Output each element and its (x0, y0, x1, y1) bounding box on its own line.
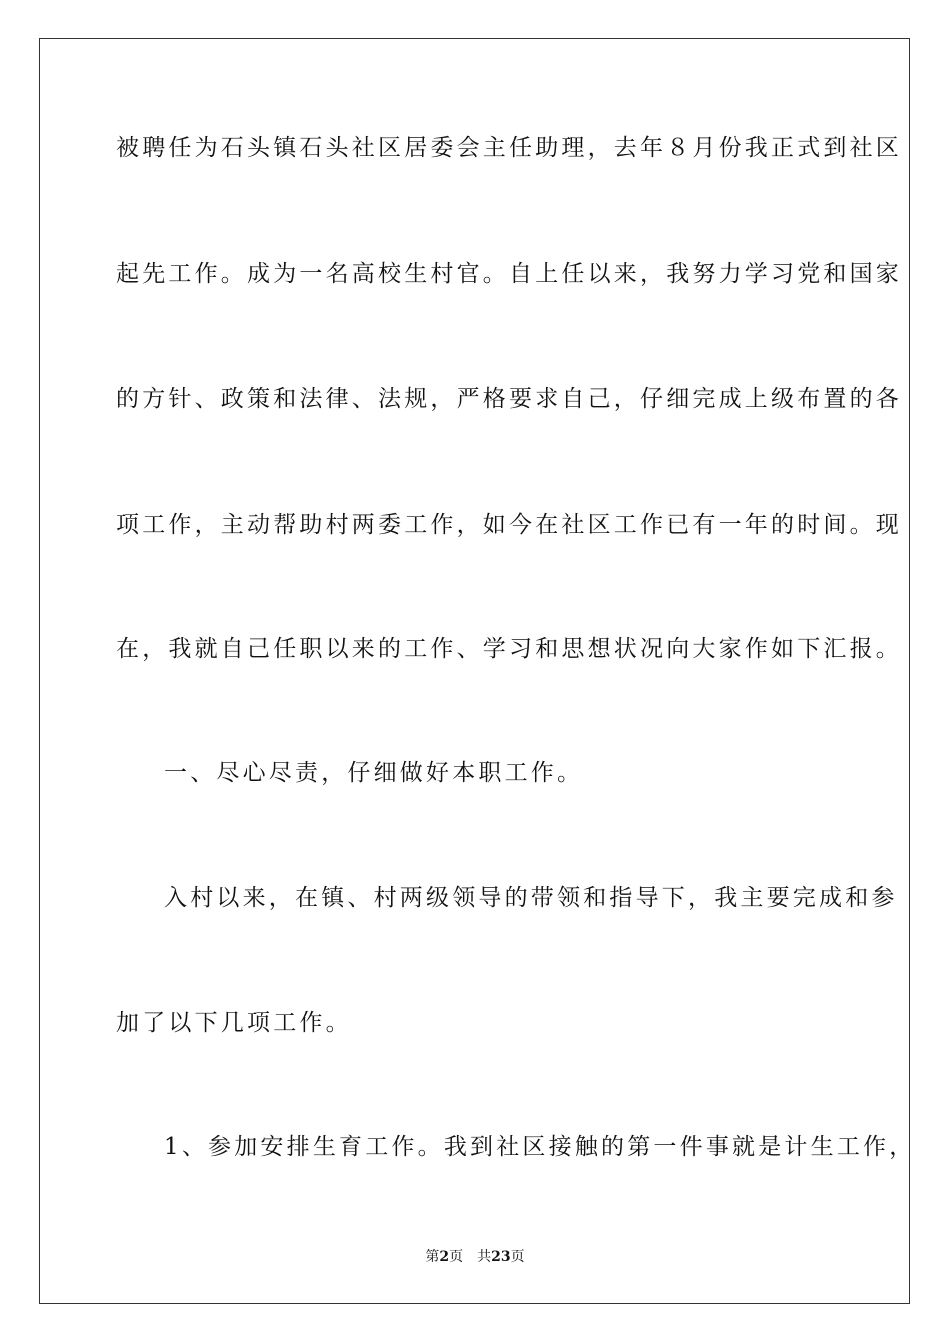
paragraph-line: 的方针、政策和法律、法规，严格要求自己，仔细完成上级布置的各 (116, 386, 902, 412)
paragraph-line: 在，我就自己任职以来的工作、学习和思想状况向大家作如下汇报。 (116, 636, 902, 662)
paragraph-line: 起先工作。成为一名高校生村官。自上任以来，我努力学习党和国家 (116, 261, 902, 287)
page-frame (39, 38, 910, 1304)
current-page-number: 2 (439, 1249, 450, 1265)
total-prefix: 共 (477, 1249, 492, 1265)
total-page-count: 23 (491, 1249, 511, 1265)
paragraph-line: 加了以下几项工作。 (116, 1010, 352, 1036)
paragraph-line: 1、参加安排生育工作。我到社区接触的第一件事就是计生工作， (164, 1134, 916, 1160)
section-heading: 一、尽心尽责，仔细做好本职工作。 (164, 760, 584, 786)
total-suffix: 页 (510, 1249, 525, 1265)
page-footer (0, 1246, 950, 1266)
page-prefix: 第 (425, 1249, 440, 1265)
paragraph-line: 入村以来，在镇、村两级领导的带领和指导下，我主要完成和参 (164, 885, 898, 911)
page-suffix: 页 (449, 1249, 464, 1265)
paragraph-line: 被聘任为石头镇石头社区居委会主任助理，去年８月份我正式到社区 (116, 135, 902, 161)
paragraph-line: 项工作，主动帮助村两委工作，如今在社区工作已有一年的时间。现 (116, 512, 902, 538)
